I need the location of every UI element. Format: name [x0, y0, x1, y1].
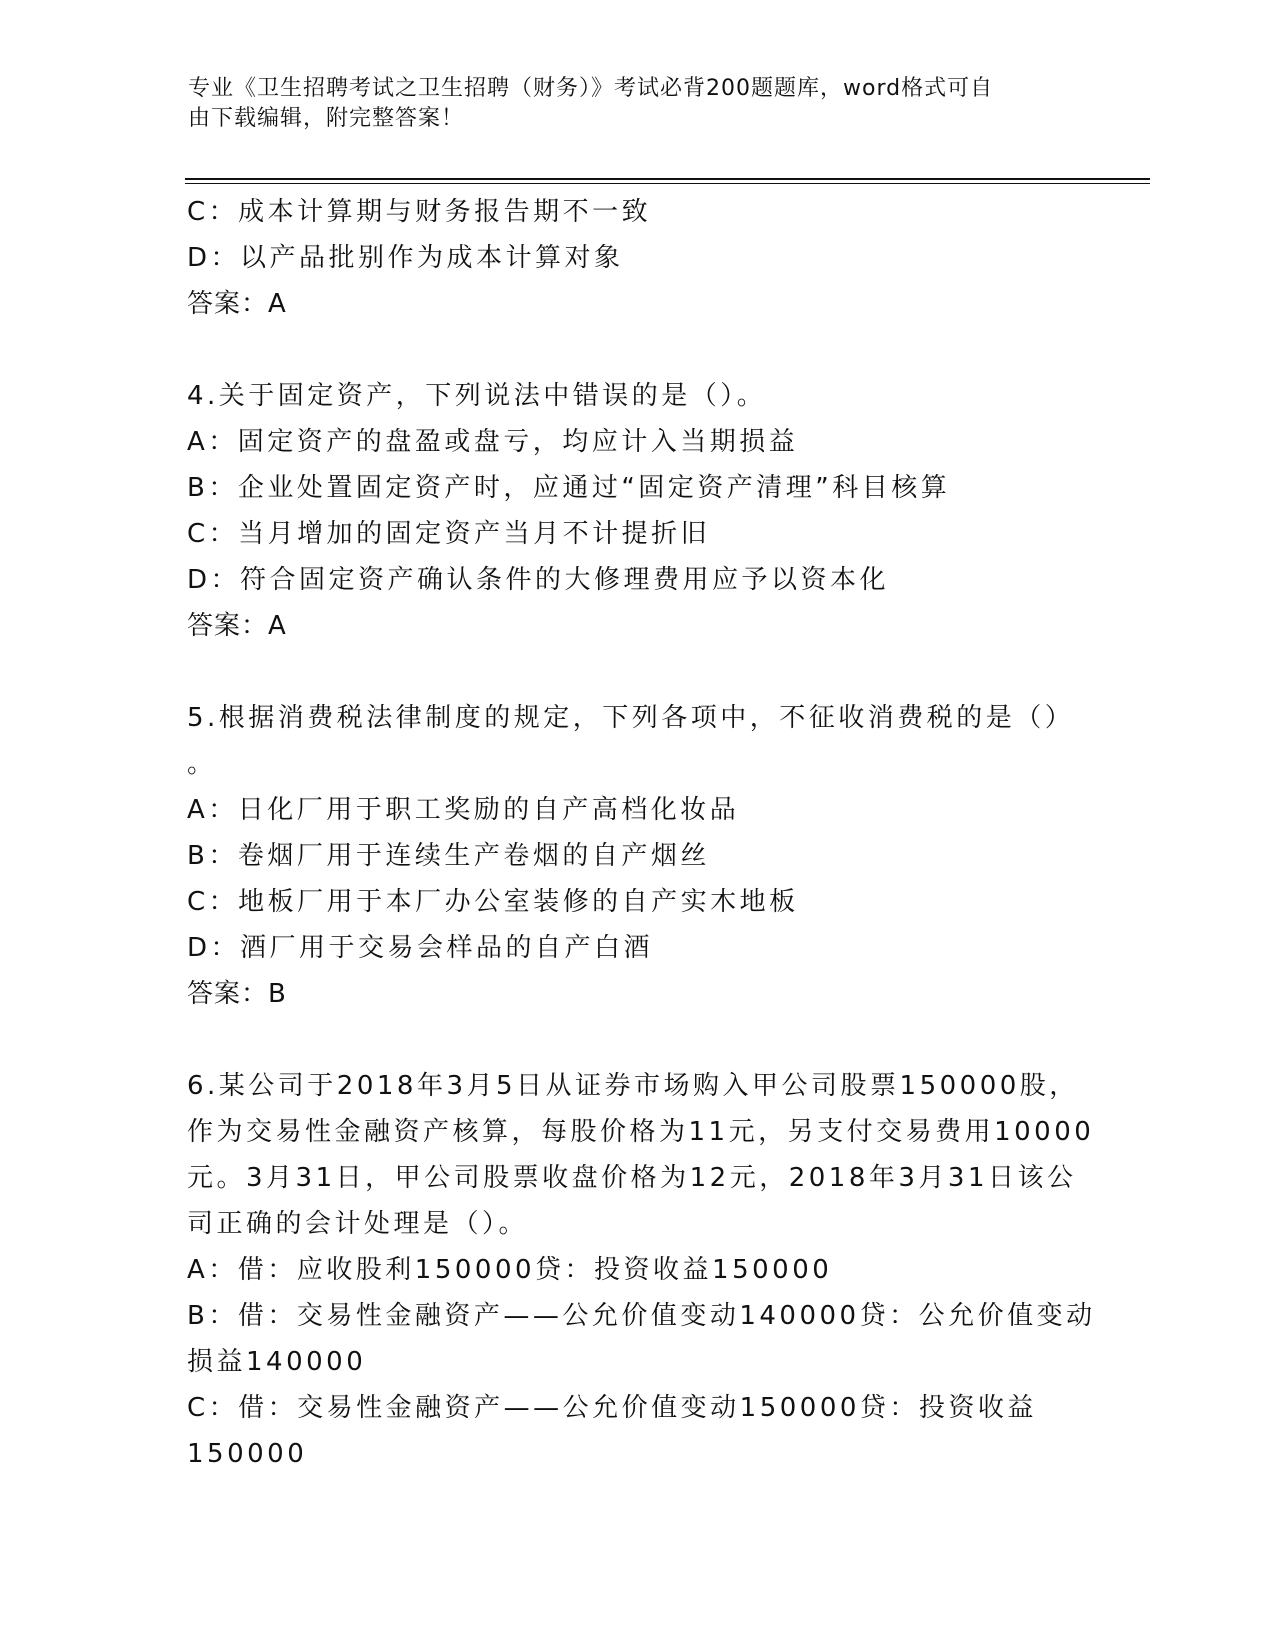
- q6-option-a: A：借：应收股利150000贷：投资收益150000: [187, 1255, 833, 1285]
- q6-stem-line-1: 6.某公司于2018年3月5日从证券市场购入甲公司股票150000股，: [187, 1071, 1079, 1101]
- q5-stem-line-2: 。: [187, 749, 217, 779]
- q3-option-d: D：以产品批别作为成本计算对象: [187, 243, 624, 273]
- q6-option-b-line-1: B：借：交易性金融资产——公允价值变动140000贷：公允价值变动: [187, 1301, 1096, 1331]
- q6-stem-line-3: 元。3月31日，甲公司股票收盘价格为12元，2018年3月31日该公: [187, 1163, 1077, 1193]
- q4-stem: 4.关于固定资产，下列说法中错误的是（）。: [187, 381, 767, 411]
- q4-answer: 答案：A: [187, 611, 287, 641]
- header-divider-thin: [185, 183, 1150, 184]
- question-5: [187, 695, 1087, 1017]
- q5-option-c: C：地板厂用于本厂办公室装修的自产实木地板: [187, 887, 799, 917]
- header-line-2: 由下载编辑，附完整答案！: [188, 106, 465, 131]
- q5-option-a: A：日化厂用于职工奖励的自产高档化妆品: [187, 795, 740, 825]
- question-6: [187, 1063, 1096, 1477]
- q6-stem-line-2: 作为交易性金融资产核算，每股价格为11元，另支付交易费用10000: [187, 1117, 1095, 1147]
- q6-stem-line-4: 司正确的会计处理是（）。: [187, 1209, 529, 1239]
- spacer: [187, 649, 1087, 695]
- header-line-1: 专业《卫生招聘考试之卫生招聘（财务）》考试必背200题题库，word格式可自: [188, 76, 994, 101]
- q6-option-c-line-1: C：借：交易性金融资产——公允价值变动150000贷：投资收益: [187, 1393, 1037, 1423]
- q5-stem-line-1: 5.根据消费税法律制度的规定，下列各项中，不征收消费税的是（）: [187, 703, 1075, 733]
- q3-answer: 答案：A: [187, 289, 287, 319]
- q4-option-a: A：固定资产的盘盈或盘亏，均应计入当期损益: [187, 427, 799, 457]
- document-body: [187, 189, 1096, 1477]
- q6-option-b-line-2: 损益140000: [187, 1347, 367, 1377]
- q5-option-d: D：酒厂用于交易会样品的自产白酒: [187, 933, 654, 963]
- q5-answer: 答案：B: [187, 979, 287, 1009]
- header-divider-thick: [185, 178, 1150, 180]
- document-header: [188, 74, 1068, 134]
- q6-option-c-line-2: 150000: [187, 1439, 308, 1469]
- q5-option-b: B：卷烟厂用于连续生产卷烟的自产烟丝: [187, 841, 710, 871]
- spacer: [187, 1017, 1087, 1063]
- q4-option-c: C：当月增加的固定资产当月不计提折旧: [187, 519, 711, 549]
- question-4: [187, 373, 1087, 649]
- question-3: [187, 189, 1087, 327]
- q4-option-b: B：企业处置固定资产时，应通过“固定资产清理”科目核算: [187, 473, 951, 503]
- spacer: [187, 327, 1087, 373]
- q4-option-d: D：符合固定资产确认条件的大修理费用应予以资本化: [187, 565, 890, 595]
- q3-option-c: C：成本计算期与财务报告期不一致: [187, 197, 652, 227]
